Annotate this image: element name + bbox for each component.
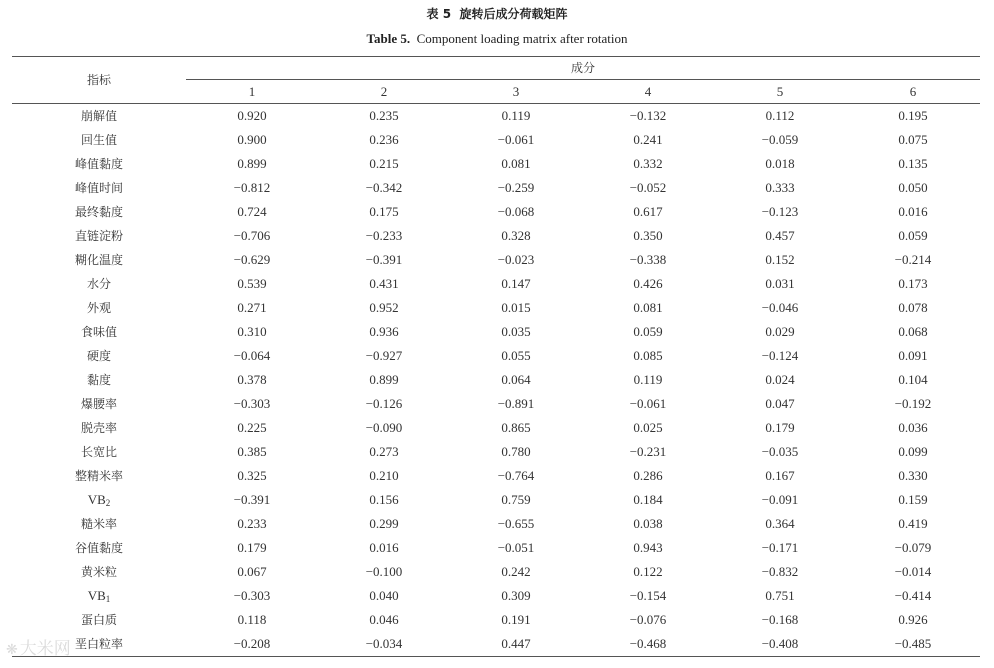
- loading-value-cell: 0.241: [633, 132, 663, 147]
- loading-value-cell: 0.159: [898, 492, 928, 507]
- loading-value-cell: −0.214: [894, 252, 932, 267]
- table-body: [12, 104, 980, 657]
- loading-value-cell: −0.485: [894, 636, 932, 651]
- indicator-label: [12, 392, 186, 416]
- loading-value-cell: 0.943: [633, 540, 663, 555]
- loading-value-cell: −0.061: [497, 132, 535, 147]
- loading-value-cell: 0.333: [765, 180, 795, 195]
- loading-value-cell: 0.064: [501, 372, 531, 387]
- loading-value-cell: 0.068: [898, 324, 928, 339]
- loading-value-cell: 0.029: [765, 324, 795, 339]
- component-column-header: 2: [318, 80, 450, 104]
- indicator-label: [12, 368, 186, 392]
- loading-value-cell: 0.112: [765, 108, 795, 123]
- indicator-label-text: 水分: [86, 277, 111, 291]
- loading-value-cell: 0.299: [369, 516, 399, 531]
- table-row: [12, 344, 980, 368]
- table-row: [12, 392, 980, 416]
- loading-value-cell: −0.891: [497, 396, 535, 411]
- loading-value-cell: −0.168: [761, 612, 799, 627]
- table-row: [12, 224, 980, 248]
- indicator-label: [12, 416, 186, 440]
- watermark-logo-icon: ❋: [6, 642, 18, 658]
- loading-value-cell: 0.046: [369, 612, 399, 627]
- indicator-label-text: 整精米率: [74, 469, 123, 483]
- loading-value-cell: 0.236: [369, 132, 399, 147]
- table-row: [12, 416, 980, 440]
- loading-value-cell: −0.059: [761, 132, 799, 147]
- loading-value-cell: −0.061: [629, 396, 667, 411]
- indicator-label-text: 回生值: [80, 133, 117, 147]
- loading-value-cell: −0.192: [894, 396, 932, 411]
- indicator-label: [12, 512, 186, 536]
- loading-value-cell: −0.832: [761, 564, 799, 579]
- loading-value-cell: −0.123: [761, 204, 799, 219]
- loading-value-cell: 0.865: [501, 420, 531, 435]
- indicator-label: [12, 536, 186, 560]
- loading-value-cell: 0.016: [369, 540, 399, 555]
- loading-matrix-table: [12, 56, 980, 657]
- indicator-label-text: 峰值黏度: [74, 157, 123, 171]
- table-row: [12, 488, 980, 512]
- loading-value-cell: 0.426: [633, 276, 663, 291]
- loading-value-cell: 0.167: [765, 468, 795, 483]
- table-caption-en: [0, 30, 994, 47]
- loading-value-cell: −0.079: [894, 540, 932, 555]
- indicator-label: [12, 464, 186, 488]
- loading-value-cell: 0.059: [633, 324, 663, 339]
- loading-value-cell: −0.391: [233, 492, 271, 507]
- loading-value-cell: 0.350: [633, 228, 663, 243]
- indicator-label-text: 最终黏度: [74, 205, 123, 219]
- loading-value-cell: −0.764: [497, 468, 535, 483]
- loading-value-cell: −0.090: [365, 420, 403, 435]
- indicator-label: [12, 152, 186, 176]
- loading-value-cell: 0.104: [898, 372, 928, 387]
- loading-value-cell: 0.751: [765, 588, 795, 603]
- loading-value-cell: −0.338: [629, 252, 667, 267]
- table-row: [12, 296, 980, 320]
- loading-value-cell: 0.215: [369, 156, 399, 171]
- loading-value-cell: 0.780: [501, 444, 531, 459]
- loading-value-cell: 0.091: [898, 348, 928, 363]
- loading-value-cell: 0.724: [237, 204, 267, 219]
- indicator-label-text: 黄米粒: [80, 565, 117, 579]
- loading-value-cell: −0.035: [761, 444, 799, 459]
- table-row: [12, 368, 980, 392]
- loading-value-cell: −0.414: [894, 588, 932, 603]
- table-row: [12, 200, 980, 224]
- loading-value-cell: −0.706: [233, 228, 271, 243]
- table-row: [12, 560, 980, 584]
- loading-value-cell: 0.173: [898, 276, 928, 291]
- loading-value-cell: 0.018: [765, 156, 795, 171]
- loading-value-cell: 0.016: [898, 204, 928, 219]
- loading-value-cell: 0.242: [501, 564, 531, 579]
- indicator-label-text: 蛋白质: [80, 613, 117, 627]
- loading-value-cell: −0.171: [761, 540, 799, 555]
- loading-value-cell: 0.759: [501, 492, 531, 507]
- indicator-label: [12, 320, 186, 344]
- loading-value-cell: 0.378: [237, 372, 267, 387]
- loading-value-cell: 0.936: [369, 324, 399, 339]
- loading-value-cell: −0.068: [497, 204, 535, 219]
- indicator-label: [12, 296, 186, 320]
- indicator-label: [12, 128, 186, 152]
- loading-value-cell: 0.920: [237, 108, 267, 123]
- loading-value-cell: 0.271: [237, 300, 267, 315]
- indicator-label-text: VB: [87, 588, 106, 603]
- loading-value-cell: 0.235: [369, 108, 399, 123]
- loading-value-cell: 0.122: [633, 564, 663, 579]
- loading-value-cell: 0.081: [501, 156, 531, 171]
- loading-value-cell: 0.015: [501, 300, 531, 315]
- indicator-label-text: 崩解值: [80, 109, 117, 123]
- loading-value-cell: −0.812: [233, 180, 271, 195]
- loading-value-cell: 0.419: [898, 516, 928, 531]
- loading-value-cell: 0.179: [765, 420, 795, 435]
- loading-value-cell: −0.408: [761, 636, 799, 651]
- loading-value-cell: −0.023: [497, 252, 535, 267]
- loading-value-cell: −0.124: [761, 348, 799, 363]
- loading-value-cell: −0.231: [629, 444, 667, 459]
- indicator-label-text: 硬度: [86, 349, 111, 363]
- loading-value-cell: 0.385: [237, 444, 267, 459]
- indicator-label-text: VB: [87, 492, 106, 507]
- loading-value-cell: 0.078: [898, 300, 928, 315]
- loading-value-cell: 0.152: [765, 252, 795, 267]
- loading-value-cell: 0.191: [501, 612, 531, 627]
- loading-value-cell: 0.309: [501, 588, 531, 603]
- loading-value-cell: 0.926: [898, 612, 928, 627]
- indicator-label-text: 糊化温度: [74, 253, 123, 267]
- loading-value-cell: 0.899: [369, 372, 399, 387]
- indicator-label: [12, 608, 186, 632]
- indicator-label: [12, 224, 186, 248]
- loading-value-cell: 0.325: [237, 468, 267, 483]
- indicator-label: [12, 440, 186, 464]
- table-caption-zh: [0, 6, 994, 22]
- loading-value-cell: 0.040: [369, 588, 399, 603]
- table-row: [12, 128, 980, 152]
- indicator-label-text: 糙米率: [80, 517, 117, 531]
- loading-value-cell: 0.457: [765, 228, 795, 243]
- loading-value-cell: −0.091: [761, 492, 799, 507]
- loading-value-cell: 0.330: [898, 468, 928, 483]
- loading-value-cell: 0.047: [765, 396, 795, 411]
- indicator-label: [12, 200, 186, 224]
- indicator-label-text: 爆腰率: [80, 397, 117, 411]
- indicator-label-text: 脱壳率: [80, 421, 117, 435]
- table-row: [12, 608, 980, 632]
- table-row: [12, 632, 980, 657]
- loading-value-cell: 0.085: [633, 348, 663, 363]
- loading-value-cell: 0.081: [633, 300, 663, 315]
- loading-value-cell: 0.233: [237, 516, 267, 531]
- loading-value-cell: 0.135: [898, 156, 928, 171]
- loading-value-cell: −0.064: [233, 348, 271, 363]
- indicator-label: [12, 272, 186, 296]
- indicator-label: [12, 560, 186, 584]
- indicator-label-text: 峰值时间: [74, 181, 123, 195]
- loading-value-cell: 0.156: [369, 492, 399, 507]
- indicator-label-subscript: 2: [105, 498, 111, 508]
- indicator-label: [12, 344, 186, 368]
- table-row: [12, 152, 980, 176]
- indicator-label: [12, 584, 186, 608]
- component-column-header: 3: [450, 80, 582, 104]
- indicator-label-text: 黏度: [86, 373, 111, 387]
- component-column-header: 4: [582, 80, 714, 104]
- loading-value-cell: −0.014: [894, 564, 932, 579]
- loading-value-cell: −0.132: [629, 108, 667, 123]
- loading-value-cell: −0.303: [233, 588, 271, 603]
- loading-value-cell: 0.179: [237, 540, 267, 555]
- loading-value-cell: 0.055: [501, 348, 531, 363]
- loading-value-cell: 0.099: [898, 444, 928, 459]
- loading-value-cell: −0.927: [365, 348, 403, 363]
- loading-value-cell: 0.310: [237, 324, 267, 339]
- indicator-label: [12, 176, 186, 200]
- loading-value-cell: 0.035: [501, 324, 531, 339]
- loading-value-cell: 0.447: [501, 636, 531, 651]
- table-row: [12, 512, 980, 536]
- loading-value-cell: −0.076: [629, 612, 667, 627]
- loading-value-cell: 0.024: [765, 372, 795, 387]
- loading-value-cell: 0.899: [237, 156, 267, 171]
- indicator-label: [12, 104, 186, 129]
- loading-value-cell: 0.118: [237, 612, 267, 627]
- loading-value-cell: −0.303: [233, 396, 271, 411]
- loading-value-cell: 0.075: [898, 132, 928, 147]
- indicator-label: [12, 248, 186, 272]
- loading-value-cell: −0.154: [629, 588, 667, 603]
- indicator-label: [12, 488, 186, 512]
- component-column-header: 5: [714, 80, 846, 104]
- loading-value-cell: −0.034: [365, 636, 403, 651]
- loading-value-cell: 0.067: [237, 564, 267, 579]
- caption-en-title: Component loading matrix after rotation: [416, 31, 628, 46]
- loading-value-cell: −0.655: [497, 516, 535, 531]
- loading-value-cell: −0.046: [761, 300, 799, 315]
- component-group-header: 成分: [186, 57, 980, 80]
- loading-value-cell: −0.468: [629, 636, 667, 651]
- loading-value-cell: 0.332: [633, 156, 663, 171]
- loading-value-cell: 0.119: [501, 108, 531, 123]
- loading-value-cell: −0.126: [365, 396, 403, 411]
- loading-value-cell: 0.617: [633, 204, 663, 219]
- indicator-label-subscript: 1: [105, 594, 111, 604]
- component-column-header: 1: [186, 80, 318, 104]
- loading-value-cell: 0.059: [898, 228, 928, 243]
- loading-value-cell: 0.286: [633, 468, 663, 483]
- indicator-label-text: 食味值: [80, 325, 117, 339]
- loading-value-cell: 0.210: [369, 468, 399, 483]
- loading-value-cell: 0.147: [501, 276, 531, 291]
- loading-value-cell: −0.342: [365, 180, 403, 195]
- loading-value-cell: 0.036: [898, 420, 928, 435]
- watermark-text: 大米网: [19, 639, 71, 659]
- loading-value-cell: 0.431: [369, 276, 399, 291]
- loading-value-cell: 0.119: [633, 372, 663, 387]
- loading-value-cell: −0.208: [233, 636, 271, 651]
- table-row: [12, 176, 980, 200]
- loading-value-cell: −0.052: [629, 180, 667, 195]
- caption-zh-title: 旋转后成分荷载矩阵: [459, 7, 568, 21]
- loading-value-cell: 0.038: [633, 516, 663, 531]
- table-row: [12, 104, 980, 129]
- loading-value-cell: −0.391: [365, 252, 403, 267]
- loading-value-cell: 0.539: [237, 276, 267, 291]
- indicator-label: [12, 632, 186, 657]
- caption-en-prefix: Table 5.: [366, 31, 411, 46]
- table-row: [12, 536, 980, 560]
- loading-value-cell: −0.259: [497, 180, 535, 195]
- indicator-label-text: 谷值黏度: [74, 541, 123, 555]
- indicator-label-text: 外观: [86, 301, 111, 315]
- loading-value-cell: 0.900: [237, 132, 267, 147]
- loading-value-cell: 0.364: [765, 516, 795, 531]
- loading-value-cell: −0.629: [233, 252, 271, 267]
- table-row: [12, 320, 980, 344]
- indicator-label-text: 垩白粒率: [74, 637, 123, 651]
- indicator-header: 指标: [12, 57, 186, 104]
- table-row: [12, 584, 980, 608]
- table-row: [12, 464, 980, 488]
- indicator-label-text: 直链淀粉: [74, 229, 123, 243]
- loading-value-cell: 0.175: [369, 204, 399, 219]
- loading-value-cell: 0.031: [765, 276, 795, 291]
- caption-zh-prefix: 表 5: [426, 7, 452, 21]
- loading-value-cell: −0.233: [365, 228, 403, 243]
- table-row: [12, 272, 980, 296]
- table-row: [12, 248, 980, 272]
- indicator-label-text: 长宽比: [80, 445, 117, 459]
- loading-value-cell: 0.273: [369, 444, 399, 459]
- table-row: [12, 440, 980, 464]
- loading-value-cell: 0.195: [898, 108, 928, 123]
- loading-value-cell: 0.184: [633, 492, 663, 507]
- loading-value-cell: 0.952: [369, 300, 399, 315]
- loading-value-cell: 0.025: [633, 420, 663, 435]
- loading-value-cell: 0.050: [898, 180, 928, 195]
- loading-value-cell: 0.225: [237, 420, 267, 435]
- loading-value-cell: 0.328: [501, 228, 531, 243]
- loading-value-cell: −0.051: [497, 540, 535, 555]
- loading-value-cell: −0.100: [365, 564, 403, 579]
- component-column-header: 6: [846, 80, 980, 104]
